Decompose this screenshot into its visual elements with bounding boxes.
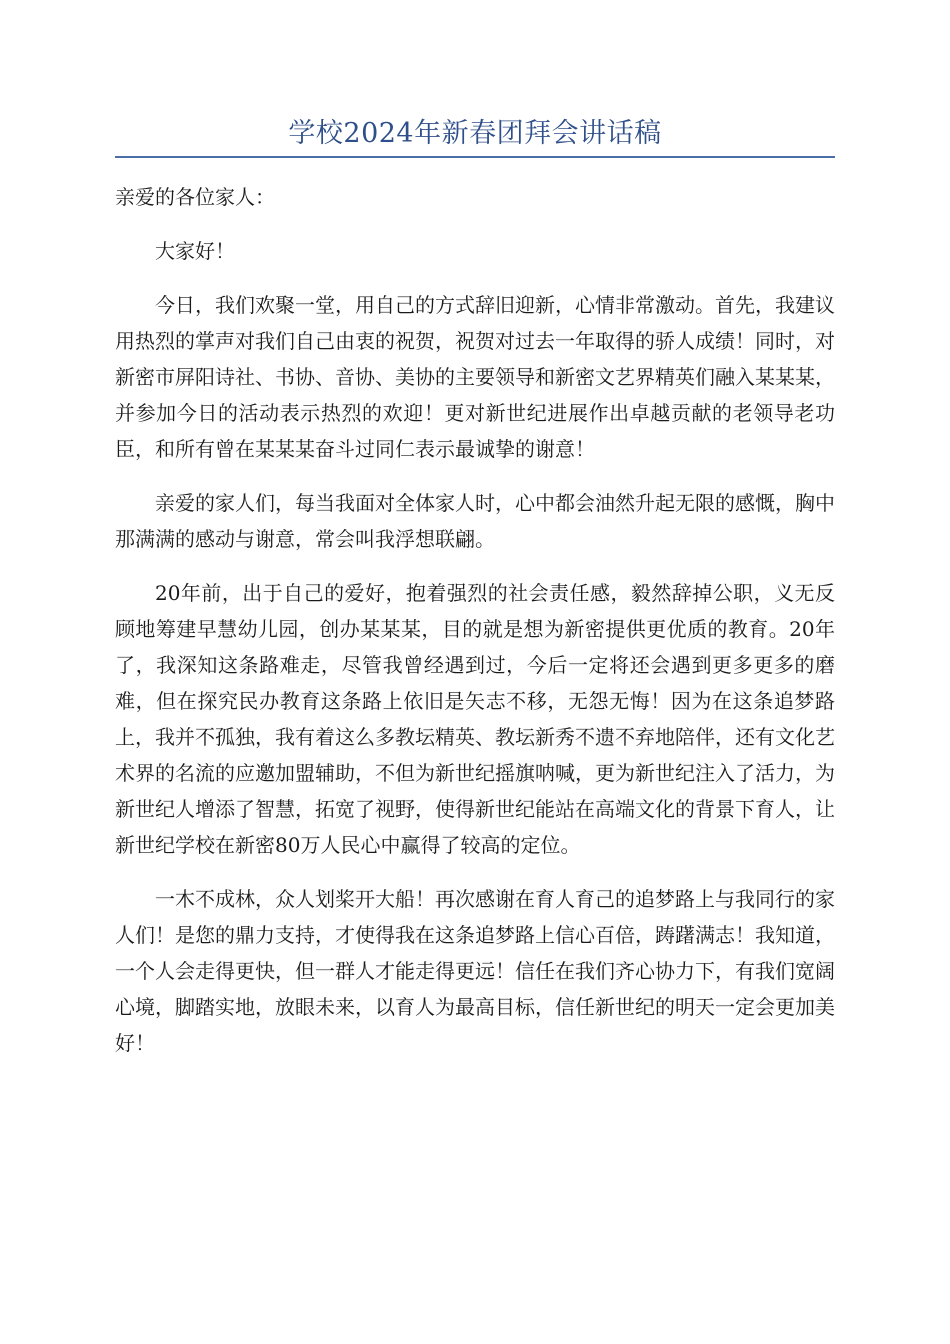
paragraph: 一木不成林，众人划桨开大船！再次感谢在育人育己的追梦路上与我同行的家人们！是您的鼎力支持，才使得我在这条追梦路上信心百倍，踌躇满志！我知道，一个人会走得更快，但一群人才能走得更远！信任在我们齐心协力下，有我们宽阔心境，脚踏实地，放眼未来，以育人为最高目标，信任新世纪的明天一定会更加美好！ — [115, 887, 835, 1055]
document-page — [115, 0, 835, 1079]
document-body — [115, 179, 835, 1061]
paragraph: 20年前，出于自己的爱好，抱着强烈的社会责任感，毅然辞掉公职，义无反顾地筹建早慧幼儿园，创办某某某，目的就是想为新密提供更优质的教育。20年了，我深知这条路难走，尽管我曾经遇到过，今后一定将还会遇到更多更多的磨难，但在探究民办教育这条路上依旧是矢志不移，无怨无悔！因为在这条追梦路上，我并不孤独，我有着这么多教坛精英、教坛新秀不遗不弃地陪伴，还有文化艺术界的名流的应邀加盟辅助，不但为新世纪摇旗呐喊，更为新世纪注入了活力，为新世纪人增添了智慧，拓宽了视野，使得新世纪能站在高端文化的背景下育人，让新世纪学校在新密80万人民心中赢得了较高的定位。 — [115, 581, 835, 857]
paragraph: 今日，我们欢聚一堂，用自己的方式辞旧迎新，心情非常激动。首先，我建议用热烈的掌声对我们自己由衷的祝贺，祝贺对过去一年取得的骄人成绩！同时，对新密市屏阳诗社、书协、音协、美协的主要领导和新密文艺界精英们融入某某某，并参加今日的活动表示热烈的欢迎！更对新世纪进展作出卓越贡献的老领导老功臣，和所有曾在某某某奋斗过同仁表示最诚挚的谢意！ — [115, 293, 835, 461]
document-title: 学校2024年新春团拜会讲话稿 — [288, 118, 662, 149]
paragraph: 亲爱的家人们，每当我面对全体家人时，心中都会油然升起无限的感慨，胸中那满满的感动与谢意，常会叫我浮想联翩。 — [115, 491, 835, 551]
greeting: 大家好！ — [155, 239, 235, 263]
title-underline — [115, 156, 835, 158]
salutation: 亲爱的各位家人： — [115, 185, 275, 209]
